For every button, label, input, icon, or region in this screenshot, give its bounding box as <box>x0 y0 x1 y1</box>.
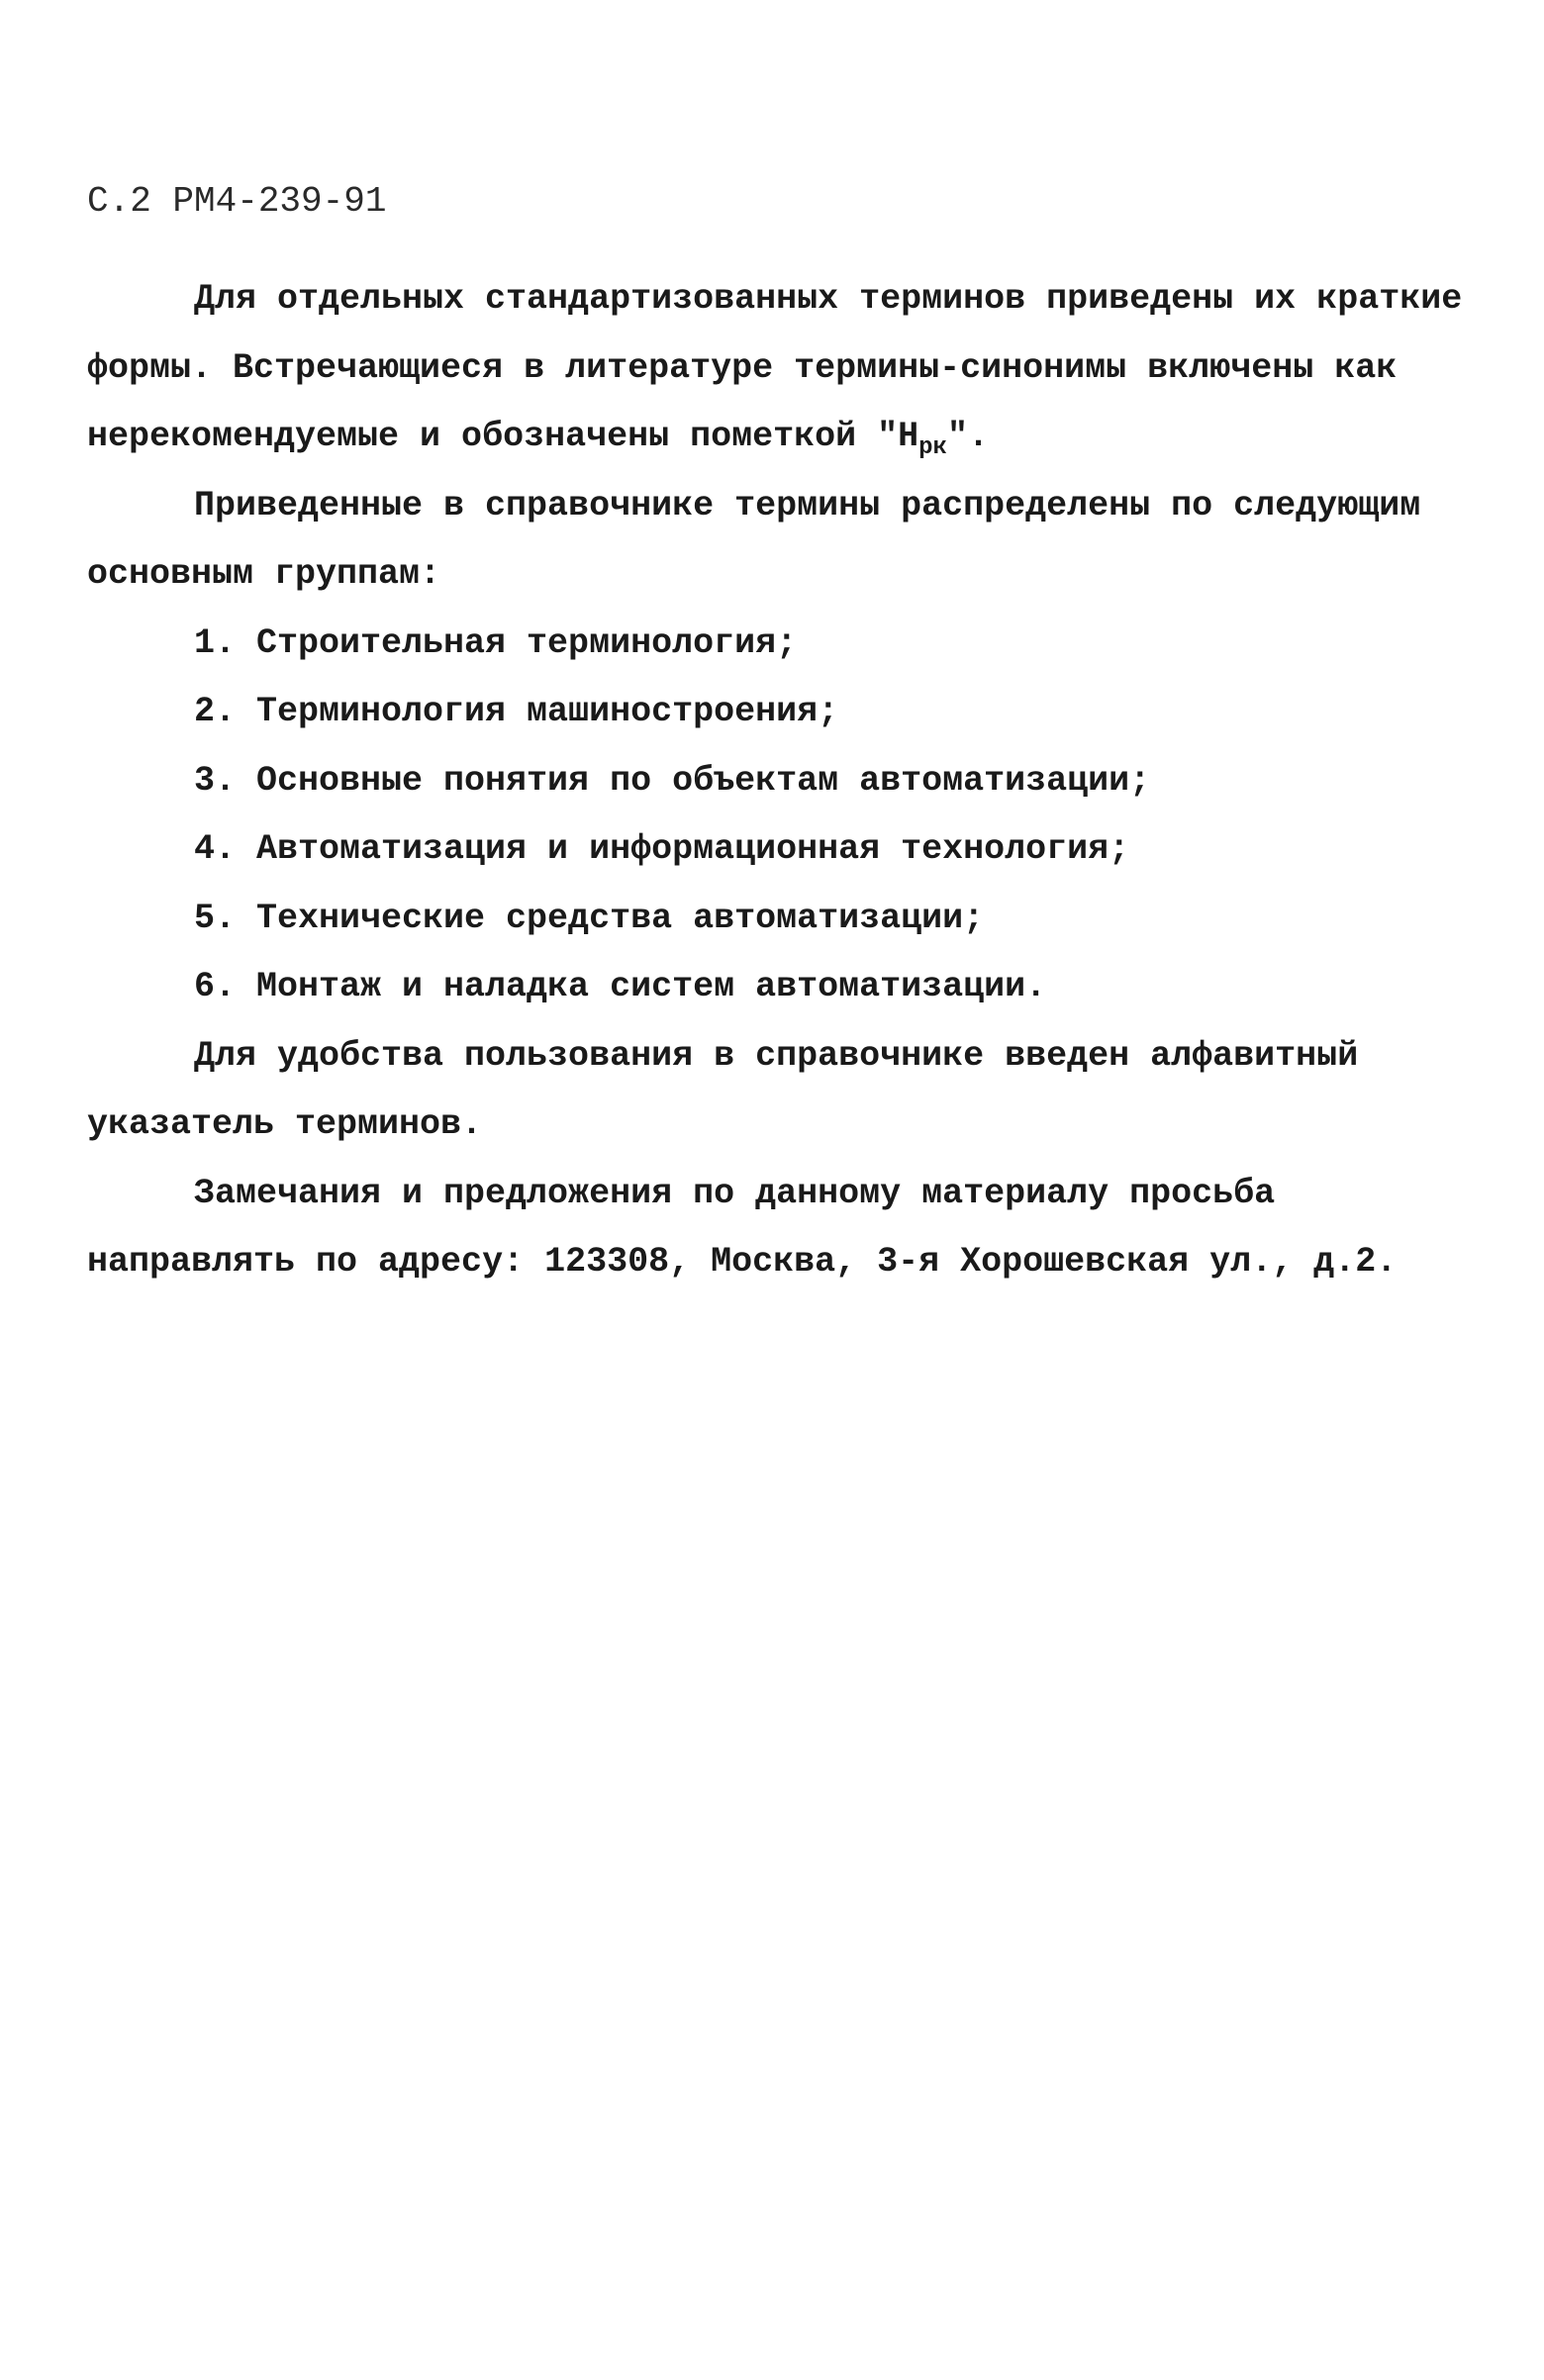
paragraph-short-forms-end: ". <box>946 417 989 456</box>
list-item: 2. Терминология машиностроения; <box>194 692 839 731</box>
subscript-rk: рк <box>918 434 947 461</box>
list-item: 6. Монтаж и наладка систем автоматизации. <box>194 967 1047 1006</box>
list-item: 1. Строительная терминология; <box>194 622 798 663</box>
paragraph-address: Замечания и предложения по данному материалу просьба направлять по адресу: 123308, Москва, 3-я Хорошевская ул., д.2. <box>87 1173 1398 1282</box>
list-item: 3. Основные понятия по объектам автоматизации; <box>194 760 1151 801</box>
paragraph-index: Для удобства пользования в справочнике введен алфавитный указатель терминов. <box>87 1035 1359 1144</box>
list-item: 5. Технические средства автоматизации; <box>194 898 985 938</box>
page-header: С.2 РМ4-239-91 <box>87 181 387 222</box>
paragraph-short-forms <box>87 265 1493 472</box>
list-item: 4. Автоматизация и информационная технология; <box>194 829 1130 869</box>
document-body <box>87 265 1493 1297</box>
paragraph-short-forms-text: Для отдельных стандартизованных терминов приведены их краткие формы. Встречающиеся в литературе термины-синонимы включены как нерекомендуемые и обозначены пометкой "Н <box>87 279 1463 456</box>
groups-list <box>87 610 1493 1022</box>
paragraph-groups-intro: Приведенные в справочнике термины распределены по следующим основным группам: <box>87 485 1421 594</box>
